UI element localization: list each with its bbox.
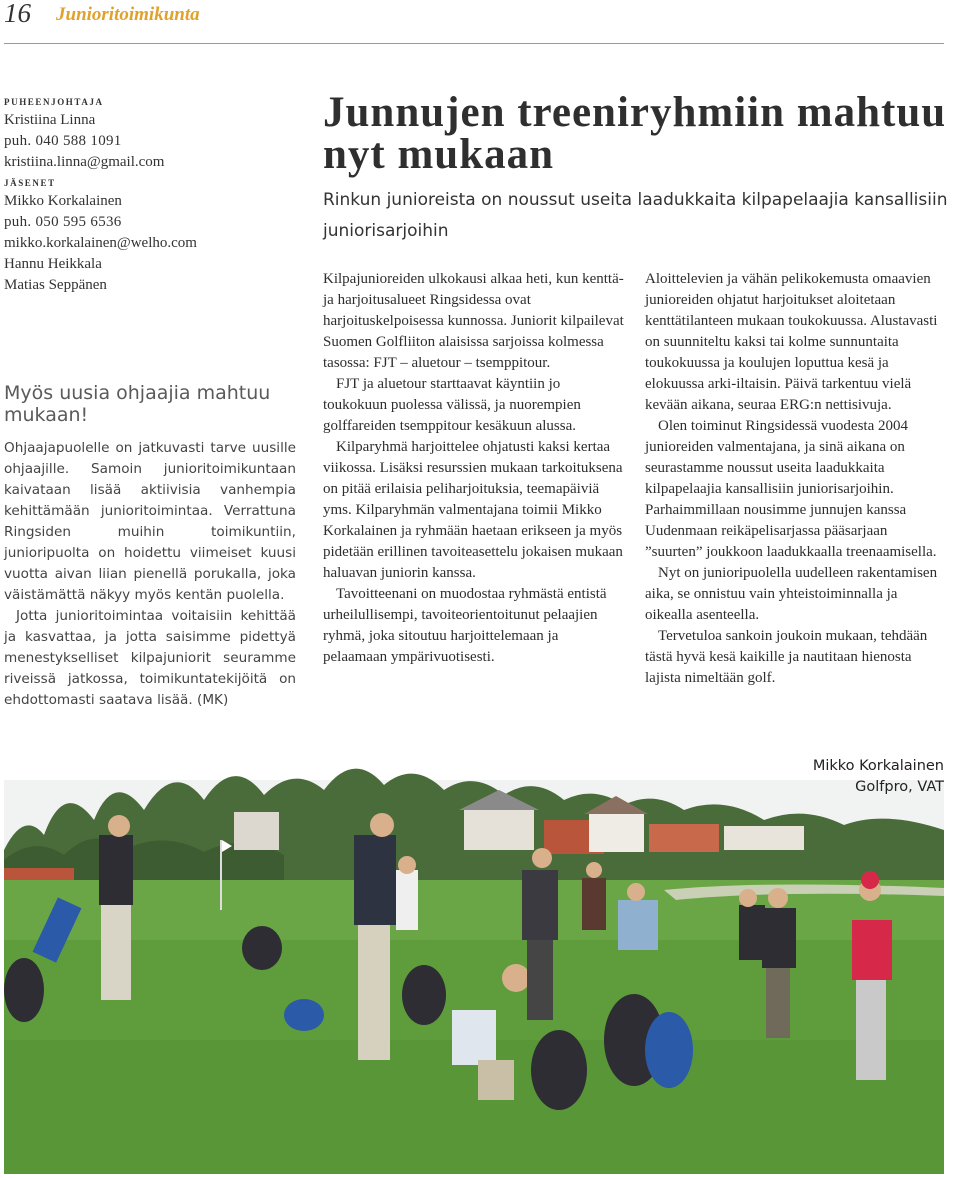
article-column-1 (323, 269, 626, 668)
sidebar-paragraph: Jotta junioritoimintaa voitaisiin kehittää ja kasvattaa, ja jotta saisimme pidettyä menestykselliset kilpajuniorit seuramme riveissä jatkossa, toimikuntatekijöitä on ehdottomasti saatava lisää. (MK) (4, 608, 296, 708)
article-paragraph: Tervetuloa sankoin joukoin mukaan, tehdään tästä hyvä kesä kaikille ja nautitaan hienosta lajista nimeltään golf. (645, 628, 928, 686)
member-name: Hannu Heikkala (4, 256, 102, 272)
article-paragraph: FJT ja aluetour starttaavat käyntiin jo toukokuun puolessa välissä, ja nuorempien golffareiden tsemppitour kesäkuun alussa. (323, 376, 581, 434)
page-header (4, 0, 948, 44)
article-paragraph: Nyt on junioripuolella uudelleen rakentamisen aika, se onnistuu vain yhteistoiminnalla ja oikealla asenteella. (645, 565, 938, 623)
sidebar-paragraph: Ohjaajapuolelle on jatkuvasti tarve uusille ohjaajille. Samoin junioritoimikuntaan kaivataan lisää aktiivisia vanhempia kehittämään junioritoimintaa. Verrattuna Ringsiden muihin toimikuntiin, junioripuolta on hoidettu viimeiset kuusi vuotta aivan liian pienellä porukalla, joka väistämättä näkyy myös kentän puolella. (4, 440, 296, 603)
article-deck: Rinkun junioreista on noussut useita laadukkaita kilpapelaajia kansallisiin juniorisarjoihin (323, 190, 948, 241)
chair-role-label: puheenjohtaja (4, 94, 104, 108)
signature-title: Golfpro, VAT (855, 779, 944, 795)
article-paragraph: Kilparyhmä harjoittelee ohjatusti kaksi kertaa viikossa. Lisäksi resurssien mukaan tarkoituksena on pitää erilaisia peliharjoituksia, teemapäiviä yms. Kilparyhmän valmentajana toimii Mikko Korkalainen ja ryhmään haetaan erikseen ja myös pidetään erillinen tavoiteasettelu jokaisen mukaan haluavan juniorin kanssa. (323, 439, 623, 581)
chair-name: Kristiina Linna (4, 112, 96, 128)
members-role-label: jäsenet (4, 175, 56, 189)
section-title: Junioritoimikunta (56, 4, 200, 25)
member-name: Matias Seppänen (4, 277, 107, 293)
chair-email[interactable]: kristiina.linna@gmail.com (4, 154, 165, 170)
article-column-2 (645, 269, 945, 689)
page-number: 16 (4, 0, 31, 28)
committee-contacts (4, 92, 296, 296)
golf-group-photo (4, 740, 944, 1174)
article-signature (813, 756, 944, 798)
sidebar-heading: Myös uusia ohjaajia mahtuu mukaan! (4, 382, 271, 426)
member-email[interactable]: mikko.korkalainen@welho.com (4, 235, 197, 251)
article-headline: Junnujen treeniryhmiin mahtuu nyt mukaan (323, 89, 947, 178)
member-phone: puh. 050 595 6536 (4, 214, 122, 230)
article-paragraph: Tavoitteenani on muodostaa ryhmästä entistä urheilullisempi, tavoiteorientoitunut pelaajien ryhmä, joka sitoutuu harjoittelemaan ja pelaamaan ympärivuotisesti. (323, 586, 607, 665)
article-paragraph: Olen toiminut Ringsidessä vuodesta 2004 junioreiden valmentajana, ja sinä aikana on seurastamme noussut useita laadukkaita kilpapelaajia kansallisiin juniorisarjoihin. Parhaimmillaan nousimme junnujen kanssa Uudenmaan reikäpelisarjassa pääsarjaan ”suurten” joukkoon laadukkaalla treenaamisella. (645, 418, 937, 560)
header-divider (4, 43, 944, 44)
sidebar-body (4, 438, 296, 711)
article-paragraph: Aloittelevien ja vähän pelikokemusta omaavien junioreiden ohjatut harjoitukset aloitetaan kenttätilanteen mukaan toukokuussa. Alustavasti on suunniteltu kaksi tai kolme sunnuntaita toukokuussa ja koulujen loputtua kesä ja elokuussa arki-iltaisin. Päivä tarkentuu vielä kevään aikana, seuraa ERG:n nettisivuja. (645, 271, 938, 413)
article-paragraph: Kilpajunioreiden ulkokausi alkaa heti, kun kenttä- ja harjoitusalueet Ringsidessa ovat harjoituskelpoisessa kunnossa. Juniorit kilpailevat Suomen Golfliiton alaisissa sarjoissa kolmessa tasossa: FJT – aluetour – tsemppitour. (323, 271, 624, 371)
member-name: Mikko Korkalainen (4, 193, 122, 209)
chair-phone: puh. 040 588 1091 (4, 133, 122, 149)
signature-name: Mikko Korkalainen (812, 758, 944, 774)
